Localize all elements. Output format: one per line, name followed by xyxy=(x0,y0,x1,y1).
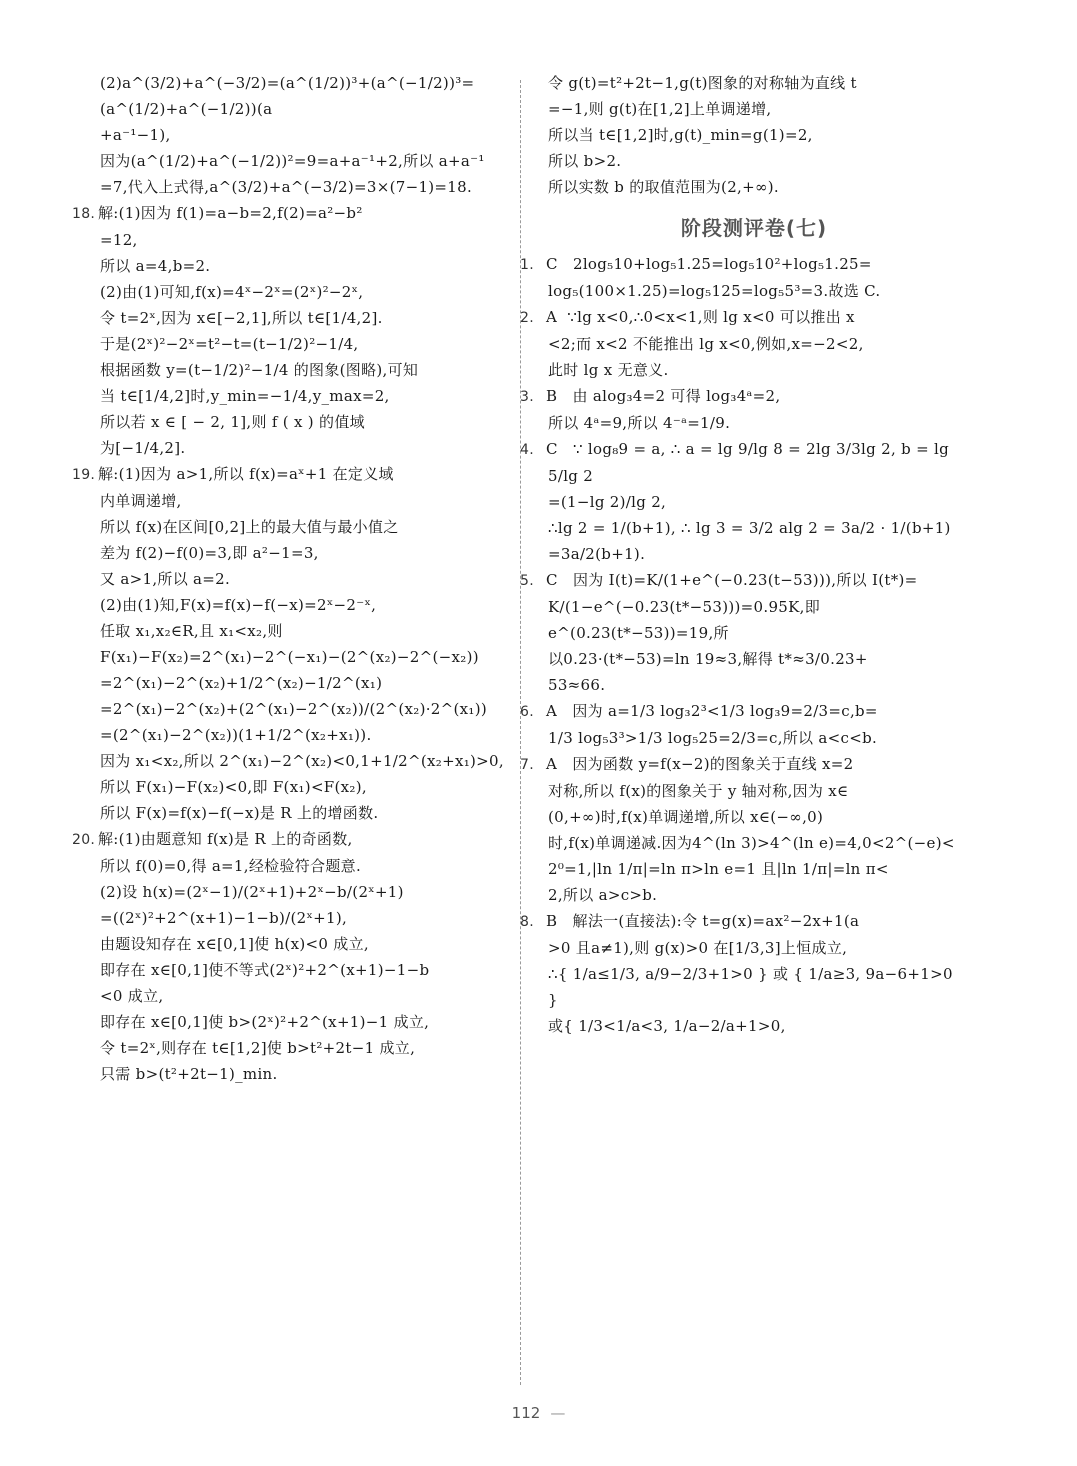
question-number: 20. xyxy=(72,832,96,848)
text-line: 所以当 t∈[1,2]时,g(t)_min=g(1)=2, xyxy=(548,126,813,144)
text-line: 由题设知存在 x∈[0,1]使 h(x)<0 成立, xyxy=(100,935,369,953)
text-line: log₅(100×1.25)=log₅125=log₅5³=3.故选 C. xyxy=(548,282,881,300)
text-line: 53≈66. xyxy=(548,676,606,694)
text-line: 对称,所以 f(x)的图象关于 y 轴对称,因为 x∈ xyxy=(548,782,849,800)
text-line: 1/3 log₅3³>1/3 log₅25=2/3=c,所以 a<c<b. xyxy=(548,729,878,747)
page-footer xyxy=(0,1404,1077,1422)
right-column-answers xyxy=(520,251,960,1039)
question-text: C 因为 I(t)=K/(1+e^(−0.23(t−53))),所以 I(t*)= xyxy=(546,571,918,589)
text-line: 根据函数 y=(t−1/2)²−1/4 的图象(图略),可知 xyxy=(100,361,419,379)
text-line: 即存在 x∈[0,1]使不等式(2ˣ)²+2^(x+1)−1−b xyxy=(100,961,430,979)
right-column-top xyxy=(548,70,960,200)
text-line: (0,+∞)时,f(x)单调递增,所以 x∈(−∞,0) xyxy=(548,808,824,826)
text-line: 所以 f(0)=0,得 a=1,经检验符合题意. xyxy=(100,857,362,875)
text-line: 时,f(x)单调递减.因为4^(ln 3)>4^(ln e)=4,0<2^(−e)< xyxy=(548,834,955,852)
question-text: 解:(1)由题意知 f(x)是 R 上的奇函数, xyxy=(98,830,353,848)
question-text: B 由 alog₃4=2 可得 log₃4ᵃ=2, xyxy=(546,387,781,405)
text-line: <2;而 x<2 不能推出 lg x<0,例如,x=−2<2, xyxy=(548,335,864,353)
page-number: 112 xyxy=(511,1404,541,1422)
text-line: 令 g(t)=t²+2t−1,g(t)图象的对称轴为直线 t xyxy=(548,74,857,92)
text-line: 所以 f(x)在区间[0,2]上的最大值与最小值之 xyxy=(100,518,399,536)
question-text: 解:(1)因为 f(1)=a−b=2,f(2)=a²−b² xyxy=(98,204,363,222)
text-line: 又 a>1,所以 a=2. xyxy=(100,570,231,588)
text-line: 2⁰=1,|ln 1/π|=ln π>ln e=1 且|ln 1/π|=ln π< xyxy=(548,860,889,878)
text-line: =−1,则 g(t)在[1,2]上单调递增, xyxy=(548,100,772,118)
question-start-line xyxy=(520,751,960,778)
question-number: 4. xyxy=(520,442,534,458)
text-line: F(x₁)−F(x₂)=2^(x₁)−2^(−x₁)−(2^(x₂)−2^(−x₂)) xyxy=(100,648,479,666)
section-title: 阶段测评卷(七) xyxy=(680,216,828,240)
question-number: 19. xyxy=(72,467,96,483)
question-number: 5. xyxy=(520,573,534,589)
text-line: 所以 F(x)=f(x)−f(−x)是 R 上的增函数. xyxy=(100,804,379,822)
text-line: 以0.23·(t*−53)=ln 19≈3,解得 t*≈3/0.23+ xyxy=(548,650,868,668)
text-line: 于是(2ˣ)²−2ˣ=t²−t=(t−1/2)²−1/4, xyxy=(100,335,359,353)
question-text: 解:(1)因为 a>1,所以 f(x)=aˣ+1 在定义域 xyxy=(98,465,394,483)
text-line: =2^(x₁)−2^(x₂)+(2^(x₁)−2^(x₂))/(2^(x₂)·2^(x₁)) xyxy=(100,700,488,718)
text-line: 任取 x₁,x₂∈R,且 x₁<x₂,则 xyxy=(100,622,283,640)
text-line: ∴lg 2 = 1/(b+1), ∴ lg 3 = 3/2 alg 2 = 3a/2 · 1/(b+1) xyxy=(548,519,951,537)
text-line: 所以若 x ∈ [ − 2, 1],则 f ( x ) 的值域 xyxy=(100,413,365,431)
text-line: =2^(x₁)−2^(x₂)+1/2^(x₂)−1/2^(x₁) xyxy=(100,674,383,692)
question-number: 2. xyxy=(520,310,534,326)
text-line: 当 t∈[1/4,2]时,y_min=−1/4,y_max=2, xyxy=(100,387,390,405)
question-text: A 因为函数 y=f(x−2)的图象关于直线 x=2 xyxy=(546,755,854,773)
text-line: <0 成立, xyxy=(100,987,164,1005)
text-line: +a⁻¹−1), xyxy=(100,126,171,144)
text-line: =12, xyxy=(100,231,138,249)
text-line: 即存在 x∈[0,1]使 b>(2ˣ)²+2^(x+1)−1 成立, xyxy=(100,1013,430,1031)
text-line: 所以实数 b 的取值范围为(2,+∞). xyxy=(548,178,779,196)
left-column xyxy=(72,70,512,1087)
text-line: 令 t=2ˣ,则存在 t∈[1,2]使 b>t²+2t−1 成立, xyxy=(100,1039,416,1057)
text-line: 所以 a=4,b=2. xyxy=(100,257,211,275)
text-line: (2)a^(3/2)+a^(−3/2)=(a^(1/2))³+(a^(−1/2))³=(a^(1/2)+a^(−1/2))(a xyxy=(100,74,475,118)
question-start-line xyxy=(72,200,512,227)
question-text: B 解法一(直接法):令 t=g(x)=ax²−2x+1(a xyxy=(546,912,860,930)
text-line: >0 且a≠1),则 g(x)>0 在[1/3,3]上恒成立, xyxy=(548,939,848,957)
text-line: =((2ˣ)²+2^(x+1)−1−b)/(2ˣ+1), xyxy=(100,909,348,927)
question-number: 3. xyxy=(520,389,534,405)
question-start-line xyxy=(520,436,960,489)
text-line: (2)由(1)知,F(x)=f(x)−f(−x)=2ˣ−2⁻ˣ, xyxy=(100,596,377,614)
question-number: 6. xyxy=(520,704,534,720)
question-start-line xyxy=(520,304,960,331)
text-line: 因为(a^(1/2)+a^(−1/2))²=9=a+a⁻¹+2,所以 a+a⁻¹ xyxy=(100,152,485,170)
text-line: 因为 x₁<x₂,所以 2^(x₁)−2^(x₂)<0,1+1/2^(x₂+x₁)>0, xyxy=(100,752,504,770)
question-start-line xyxy=(520,567,960,594)
text-line: 所以 F(x₁)−F(x₂)<0,即 F(x₁)<F(x₂), xyxy=(100,778,367,796)
question-number: 18. xyxy=(72,206,96,222)
question-text: A ∵lg x<0,∴0<x<1,则 lg x<0 可以推出 x xyxy=(546,308,855,326)
question-start-line xyxy=(72,826,512,853)
text-line: K/(1−e^(−0.23(t*−53)))=0.95K,即 e^(0.23(t*−53))=19,所 xyxy=(548,598,826,642)
question-start-line xyxy=(72,461,512,488)
text-line: (2)设 h(x)=(2ˣ−1)/(2ˣ+1)+2ˣ−b/(2ˣ+1) xyxy=(100,883,404,901)
text-line: =(1−lg 2)/lg 2, xyxy=(548,493,667,511)
footer-dash: — xyxy=(550,1404,566,1422)
question-start-line xyxy=(520,908,960,935)
question-start-line xyxy=(520,383,960,410)
question-number: 1. xyxy=(520,257,534,273)
text-line: =3a/2(b+1). xyxy=(548,545,646,563)
text-line: 所以 b>2. xyxy=(548,152,622,170)
text-line: =(2^(x₁)−2^(x₂))(1+1/2^(x₂+x₁)). xyxy=(100,726,372,744)
question-text: C ∵ log₈9 = a, ∴ a = lg 9/lg 8 = 2lg 3/3lg 2, b = lg 5/lg 2 xyxy=(546,440,955,485)
question-text: A 因为 a=1/3 log₃2³<1/3 log₃9=2/3=c,b= xyxy=(546,702,878,720)
text-line: 内单调递增, xyxy=(100,492,182,510)
question-number: 7. xyxy=(520,757,534,773)
text-line: 所以 4ᵃ=9,所以 4⁻ᵃ=1/9. xyxy=(548,414,731,432)
text-line: 或{ 1/3<1/a<3, 1/a−2/a+1>0, xyxy=(548,1017,786,1035)
text-line: ∴{ 1/a≤1/3, a/9−2/3+1>0 } 或 { 1/a≥3, 9a−6+1>0 } xyxy=(548,965,958,1009)
text-line: 此时 lg x 无意义. xyxy=(548,361,669,379)
text-line: =7,代入上式得,a^(3/2)+a^(−3/2)=3×(7−1)=18. xyxy=(100,178,473,196)
question-number: 8. xyxy=(520,914,534,930)
question-text: C 2log₅10+log₅1.25=log₅10²+log₅1.25= xyxy=(546,255,872,273)
text-line: 为[−1/4,2]. xyxy=(100,439,186,457)
right-column xyxy=(520,70,960,1039)
text-line: 差为 f(2)−f(0)=3,即 a²−1=3, xyxy=(100,544,319,562)
text-line: (2)由(1)可知,f(x)=4ˣ−2ˣ=(2ˣ)²−2ˣ, xyxy=(100,283,364,301)
question-start-line xyxy=(520,251,960,278)
text-line: 2,所以 a>c>b. xyxy=(548,886,658,904)
text-line: 只需 b>(t²+2t−1)_min. xyxy=(100,1065,278,1083)
text-line: 令 t=2ˣ,因为 x∈[−2,1],所以 t∈[1/4,2]. xyxy=(100,309,383,327)
question-start-line xyxy=(520,698,960,725)
